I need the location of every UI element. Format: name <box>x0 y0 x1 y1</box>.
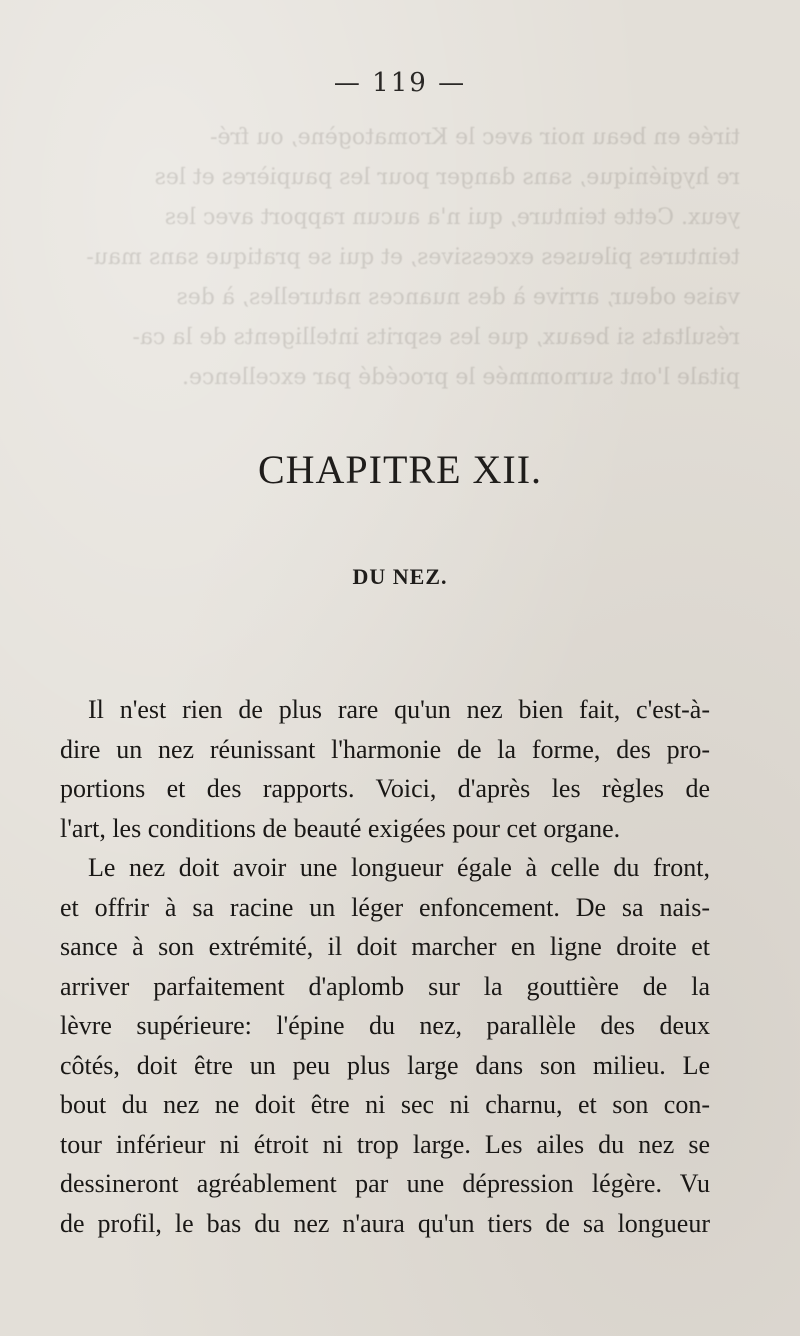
chapter-title: CHAPITRE XII. <box>257 447 543 492</box>
bleed-line: re hygiénique, sans danger pour les paupières et les <box>154 165 740 190</box>
text-line: portions et des rapports. Voici, d'après les règles de <box>60 774 710 803</box>
text-line: lèvre supérieure: l'épine du nez, parallèle des deux <box>60 1011 710 1040</box>
bleed-line: teintures pileuses excessives, et qui se pratique sans mau- <box>86 245 740 270</box>
text-line: bout du nez ne doit être ni sec ni charnu, et son con- <box>60 1090 710 1119</box>
text-line: tour inférieur ni étroit ni trop large. Les ailes du nez se <box>60 1129 710 1159</box>
text-line: Il n'est rien de plus rare qu'un nez bien fait, c'est-à- <box>88 695 710 724</box>
text-line: Le nez doit avoir une longueur égale à celle du front, <box>88 853 710 882</box>
text-line: l'art, les conditions de beauté exigées pour cet organe. <box>60 813 621 843</box>
text-line: dessineront agréablement par une dépression légère. Vu <box>60 1169 710 1198</box>
bleed-line: tirée en beau noir avec le Kromatogène, ou fré- <box>210 125 740 150</box>
bleed-line: résultats si beaux, que les esprits intelligents de la ca- <box>132 325 740 350</box>
bleed-line: yeux. Cette teinture, qui n'a aucun rapport avec les <box>164 205 740 230</box>
text-line: sance à son extrémité, il doit marcher en ligne droite et <box>60 932 710 961</box>
text-line: dire un nez réunissant l'harmonie de la forme, des pro- <box>60 734 710 764</box>
text-line: côtés, doit être un peu plus large dans son milieu. Le <box>60 1050 710 1080</box>
show-through-text <box>60 118 740 398</box>
body-text <box>60 690 710 1243</box>
text-line: et offrir à sa racine un léger enfoncement. De sa nais- <box>60 892 710 922</box>
text-line: arriver parfaitement d'aplomb sur la gouttière de la <box>60 971 710 1001</box>
text-line: de profil, le bas du nez n'aura qu'un tiers de sa longueur <box>60 1208 710 1238</box>
bleed-line: pitale l'ont surnommée le procédé par excellence. <box>181 365 740 390</box>
page-number: — 119 — <box>333 68 467 98</box>
section-title: DU NEZ. <box>352 564 448 589</box>
bleed-line: vaise odeur, arrive à des nuances naturelles, à des <box>176 285 740 310</box>
